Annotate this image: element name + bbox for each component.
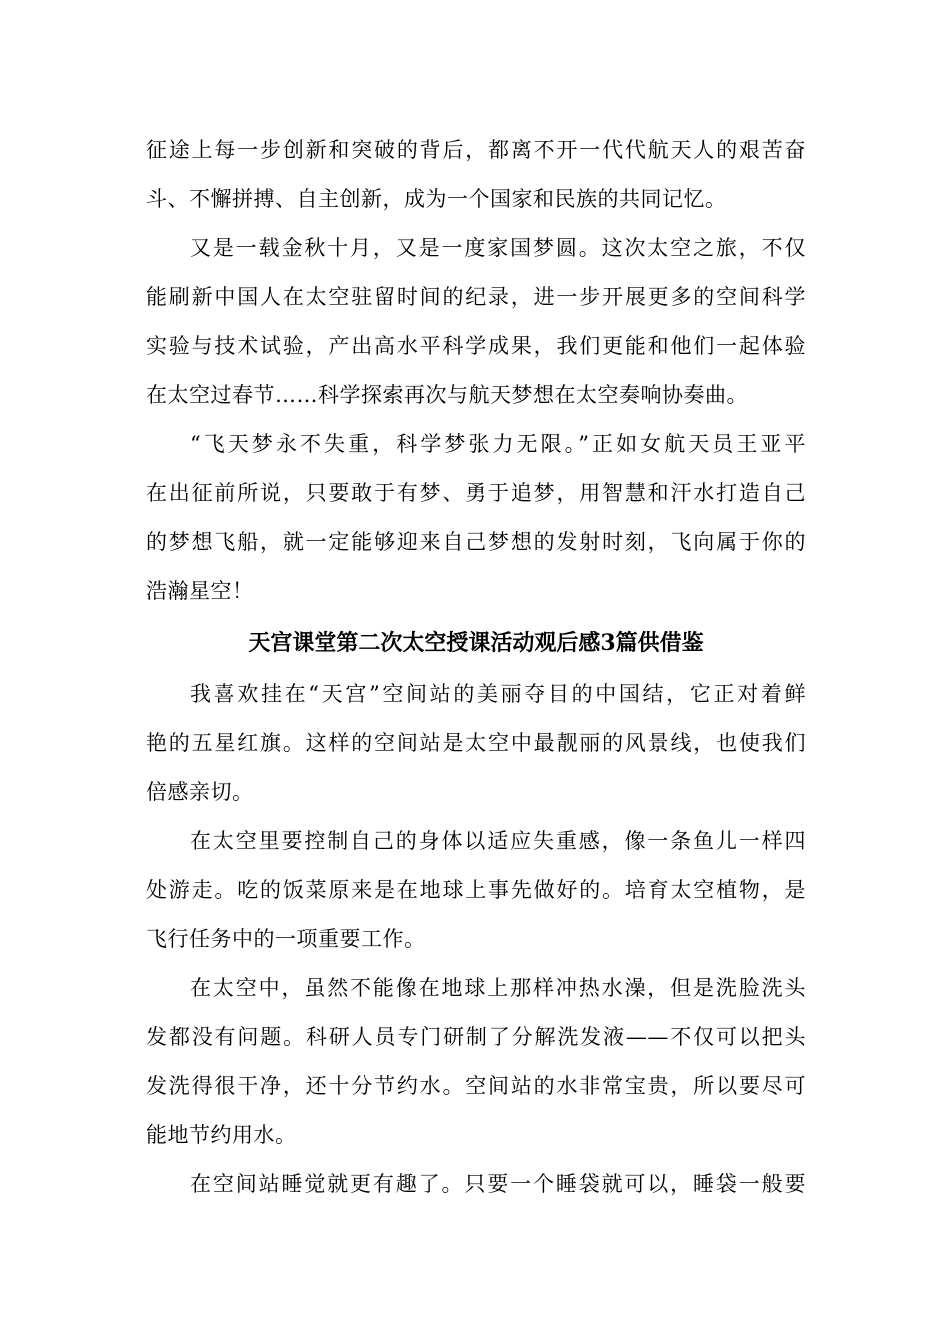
paragraph <box>146 224 806 420</box>
text-line: 能刷新中国人在太空驻留时间的纪录，进一步开展更多的空间科学 <box>146 285 806 309</box>
text-line: 发洗得很干净，还十分节约水。空间站的水非常宝贵，所以要尽可 <box>146 1074 806 1098</box>
text-line: 在太空里要控制自己的身体以适应失重感，像一条鱼儿一样四 <box>190 829 806 853</box>
text-line: 征途上每一步创新和突破的背后，都离不开一代代航天人的艰苦奋 <box>146 138 806 162</box>
text-line: 发都没有问题。科研人员专门研制了分解洗发液——不仅可以把头 <box>146 1025 806 1049</box>
text-line: 在太空中，虽然不能像在地球上那样冲热水澡，但是洗脸洗头 <box>190 976 806 1000</box>
text-line: 斗、不懈拼搏、自主创新，成为一个国家和民族的共同记忆。 <box>146 187 727 211</box>
section-title: 天宫课堂第二次太空授课活动观后感3篇供借鉴 <box>248 630 704 656</box>
text-line: “飞天梦永不失重，科学梦张力无限。”正如女航天员王亚平 <box>190 432 806 456</box>
paragraph <box>146 420 806 616</box>
text-line: 在出征前所说，只要敢于有梦、勇于追梦，用智慧和汗水打造自己 <box>146 481 806 505</box>
text-line: 浩瀚星空！ <box>146 579 254 603</box>
paragraph <box>146 817 806 964</box>
text-line: 的梦想飞船，就一定能够迎来自己梦想的发射时刻，飞向属于你的 <box>146 530 806 554</box>
text-line: 在空间站睡觉就更有趣了。只要一个睡袋就可以，睡袋一般要 <box>190 1172 806 1196</box>
paragraph <box>146 964 806 1160</box>
text-line: 实验与技术试验，产出高水平科学成果，我们更能和他们一起体验 <box>146 334 806 358</box>
text-line: 我喜欢挂在“天宫”空间站的美丽夺目的中国结，它正对着鲜 <box>190 682 806 706</box>
text-line: 处游走。吃的饭菜原来是在地球上事先做好的。培育太空植物，是 <box>146 878 806 902</box>
text-line: 能地节约用水。 <box>146 1123 297 1147</box>
paragraph <box>146 1160 806 1209</box>
text-line: 艳的五星红旗。这样的空间站是太空中最靓丽的风景线，也使我们 <box>146 731 806 755</box>
paragraph <box>146 126 806 224</box>
document-body <box>146 126 806 1209</box>
text-line: 又是一载金秋十月，又是一度家国梦圆。这次太空之旅，不仅 <box>190 236 806 260</box>
text-line: 在太空过春节……科学探索再次与航天梦想在太空奏响协奏曲。 <box>146 383 748 407</box>
paragraph <box>146 670 806 817</box>
text-line: 飞行任务中的一项重要工作。 <box>146 927 426 951</box>
text-line: 倍感亲切。 <box>146 780 254 804</box>
